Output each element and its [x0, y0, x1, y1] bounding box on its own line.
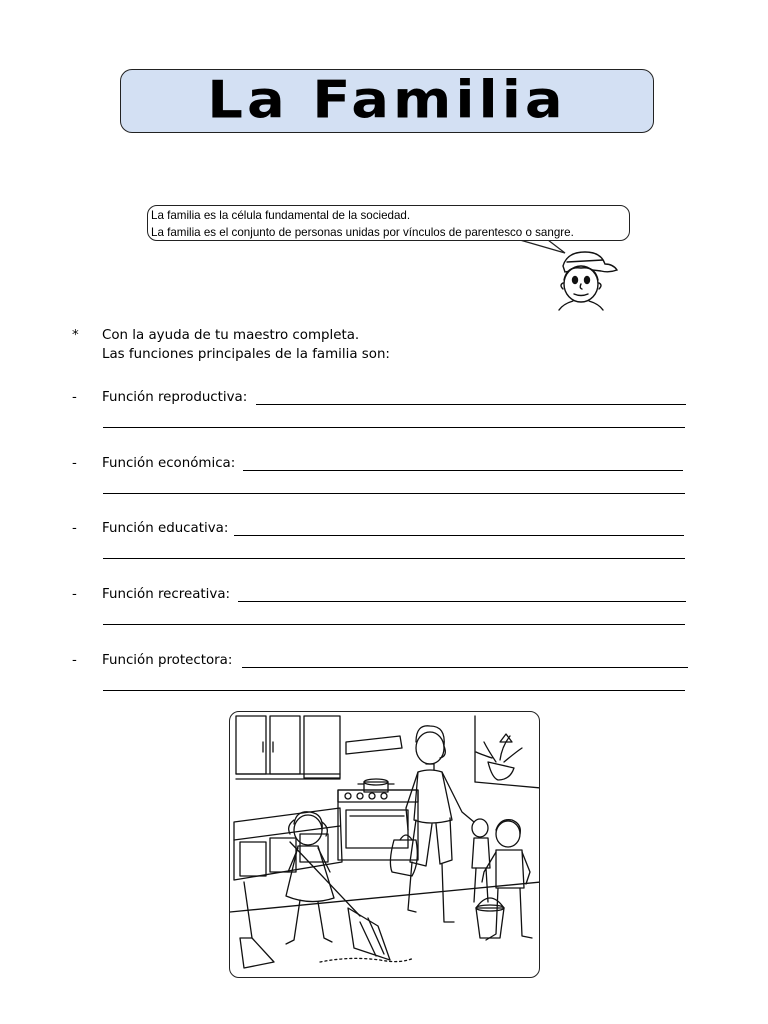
instruction-line-2: Las funciones principales de la familia son:: [102, 347, 390, 362]
instruction-line-1: Con la ayuda de tu maestro completa.: [102, 328, 360, 343]
answer-line[interactable]: [103, 558, 685, 559]
title-banner: [120, 69, 654, 133]
answer-line[interactable]: [238, 601, 686, 602]
page-title: La Familia: [207, 70, 567, 131]
instruction-bullet: *: [72, 328, 79, 343]
item-dash: -: [72, 587, 77, 602]
item-dash: -: [72, 390, 77, 405]
answer-line[interactable]: [103, 690, 685, 691]
item-dash: -: [72, 653, 77, 668]
item-dash: -: [72, 521, 77, 536]
function-label: Función reproductiva:: [102, 390, 248, 405]
answer-line[interactable]: [103, 427, 685, 428]
answer-line[interactable]: [242, 667, 688, 668]
function-label: Función educativa:: [102, 521, 229, 536]
speech-bubble: [147, 205, 630, 241]
speech-bubble-tail: [0, 0, 768, 300]
function-label: Función económica:: [102, 456, 236, 471]
answer-line[interactable]: [256, 404, 686, 405]
family-illustration-frame: [229, 711, 540, 978]
answer-line[interactable]: [103, 493, 685, 494]
boy-with-cap-icon: [553, 246, 621, 312]
answer-line[interactable]: [234, 535, 684, 536]
item-dash: -: [72, 456, 77, 471]
definition-line-1: La familia es la célula fundamental de la sociedad.: [151, 209, 411, 222]
function-label: Función protectora:: [102, 653, 233, 668]
definition-line-2: La familia es el conjunto de personas unidas por vínculos de parentesco o sangre.: [151, 226, 574, 239]
answer-line[interactable]: [243, 470, 683, 471]
answer-line[interactable]: [103, 624, 685, 625]
function-label: Función recreativa:: [102, 587, 231, 602]
family-cleaning-illustration: [230, 712, 540, 978]
